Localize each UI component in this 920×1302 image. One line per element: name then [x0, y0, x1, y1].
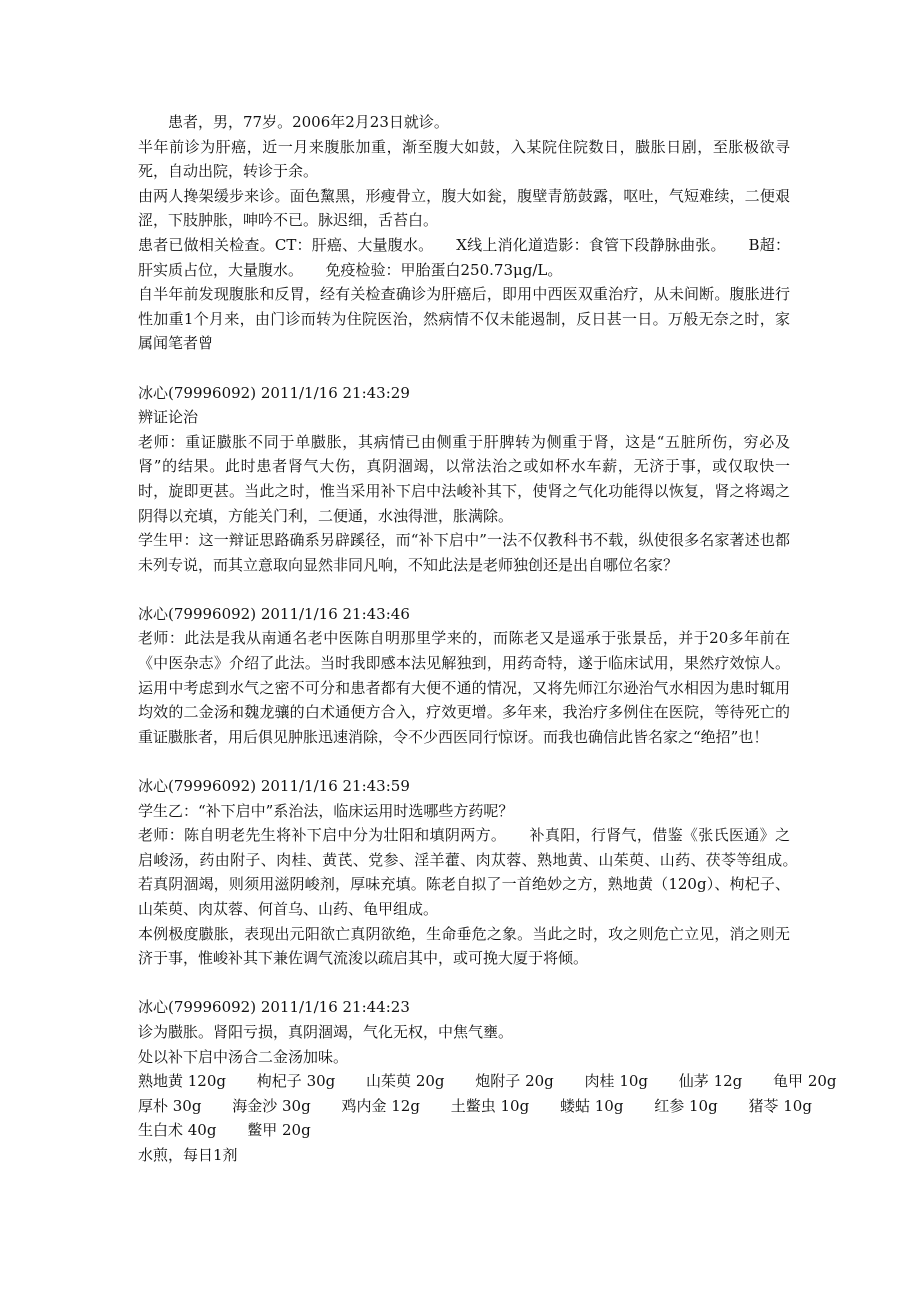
intro-line-4: 患者已做相关检查。CT：肝癌、大量腹水。 X线上消化道造影：食管下段静脉曲张。 B超：肝实质占位，大量腹水。 免疫检验：甲胎蛋白250.73μg/L。: [138, 235, 790, 279]
herb-item: 龟甲 20g: [773, 1072, 837, 1091]
post-stamp-1: 冰心(79996092) 2011/1/16 21:43:29: [138, 383, 410, 402]
intro-line-5: 自半年前发现腹胀和反胃，经有关检查确诊为肝癌后，即用中西医双重治疗，从未间断。腹胀进行性加重1个月来，由门诊而转为住院医治，然病情不仅未能遏制，反日甚一日。万般无奈之时，家属闻笔者曾: [138, 285, 790, 353]
herb-item: 红参 10g: [654, 1096, 718, 1115]
herb-item: 厚朴 30g: [138, 1096, 202, 1115]
post-2-line-1: 老师：此法是我从南通名老中医陈自明那里学来的，而陈老又是遥承于张景岳，并于20多年前在《中医杂志》介绍了此法。当时我即感本法见解独到，用药奇特，遂于临床试用，果然疗效惊人。运用中考虑到水气之密不可分和患者都有大便不通的情况，又将先师江尔逊治气水相因为患时辄用均效的二金汤和魏龙骧的白术通便方合入，疗效更增。多年来，我治疗多例住在医院，等待死亡的重证臌胀者，用后俱见肿胀迅速消除，令不少西医同行惊讶。而我也确信此皆名家之“绝招”也！: [138, 629, 790, 746]
section-gap: [138, 356, 790, 381]
herb-item: 蝼蛄 10g: [560, 1096, 624, 1115]
post-stamp-3: 冰心(79996092) 2011/1/16 21:43:59: [138, 777, 410, 796]
section-gap: [138, 971, 790, 996]
closing-line: 水煎，每日1剂: [138, 1145, 238, 1164]
herb-item: 炮附子 20g: [475, 1072, 554, 1091]
herb-item: 海金沙 30g: [232, 1096, 311, 1115]
herb-item: 生白术 40g: [138, 1121, 217, 1140]
post-1-line-1: 辨证论治: [138, 408, 199, 427]
prescription-row-1: [138, 1069, 837, 1094]
herb-item: 鳖甲 20g: [247, 1121, 311, 1140]
intro-line-1: 患者，男，77岁。2006年2月23日就诊。: [168, 113, 449, 131]
herb-item: 猪苓 10g: [748, 1096, 812, 1115]
post-stamp-4: 冰心(79996092) 2011/1/16 21:44:23: [138, 998, 410, 1017]
document-body: [138, 110, 837, 1168]
post-3-line-1: 学生乙：“补下启中”系治法，临床运用时选哪些方药呢？: [138, 801, 514, 820]
post-4-line-2: 处以补下启中汤合二金汤加味。: [138, 1047, 349, 1066]
section-gap: [138, 577, 790, 602]
post-4-line-1: 诊为臌胀。肾阳亏损，真阴涸竭，气化无权，中焦气壅。: [138, 1022, 514, 1041]
herb-item: 鸡内金 12g: [341, 1096, 420, 1115]
herb-item: 枸杞子 30g: [256, 1072, 336, 1091]
post-1-line-3: 学生甲：这一辩证思路确系另辟蹊径，而“补下启中”一法不仅教科书不载，纵使很多名家著述也都未列专说，而其立意取向显然非同凡响，不知此法是老师独创还是出自哪位名家？: [138, 531, 790, 574]
herb-item: 熟地黄 120g: [138, 1072, 227, 1091]
prescription-row-2: [138, 1094, 812, 1119]
herb-item: 仙茅 12g: [678, 1072, 743, 1091]
prescription-row-3: [138, 1118, 790, 1143]
post-3-line-3: 本例极度臌胀，表现出元阳欲亡真阴欲绝，生命垂危之象。当此之时，攻之则危亡立见，消之则无济于事，惟峻补其下兼佐调气流浚以疏启其中，或可挽大厦于将倾。: [138, 924, 790, 968]
herb-item: 土鳖虫 10g: [450, 1096, 530, 1115]
herb-item: 肉桂 10g: [584, 1072, 649, 1091]
post-1-line-2: 老师：重证臌胀不同于单臌胀，其病情已由侧重于肝脾转为侧重于肾，这是“五脏所伤，穷必及肾”的结果。此时患者肾气大伤，真阴涸竭，以常法治之或如杯水车薪，无济于事，或仅取快一时，旋即更甚。当此之时，惟当采用补下启中法峻补其下，使肾之气化功能得以恢复，肾之将竭之阴得以充填，方能关门利，二便通，水浊得泄，胀满除。: [138, 432, 790, 525]
intro-line-2: 半年前诊为肝癌，近一月来腹胀加重，渐至腹大如鼓，入某院住院数日，臌胀日剧，至胀极欲寻死，自动出院，转诊于余。: [138, 137, 790, 181]
herb-item: 山茱萸 20g: [366, 1072, 445, 1091]
section-gap: [138, 749, 790, 774]
post-stamp-2: 冰心(79996092) 2011/1/16 21:43:46: [138, 604, 410, 623]
intro-line-3: 由两人搀架缓步来诊。面色黧黑，形瘦骨立，腹大如瓮，腹壁青筋鼓露，呕吐，气短难续，二便艰涩，下肢肿胀，呻吟不已。脉迟细，舌苔白。: [138, 186, 790, 230]
post-3-line-2: 老师：陈自明老先生将补下启中分为壮阳和填阴两方。 补真阳，行肾气，借鉴《张氏医通》之启峻汤，药由附子、肉桂、黄芪、党参、淫羊藿、肉苁蓉、熟地黄、山茱萸、山药、茯苓等组成。 若真阴涸竭，则须用滋阴峻剂，厚味充填。陈老自拟了一首绝妙之方，熟地黄（120g）、枸杞子、山茱萸、肉苁蓉、何首乌、山药、龟甲组成。: [138, 826, 821, 918]
